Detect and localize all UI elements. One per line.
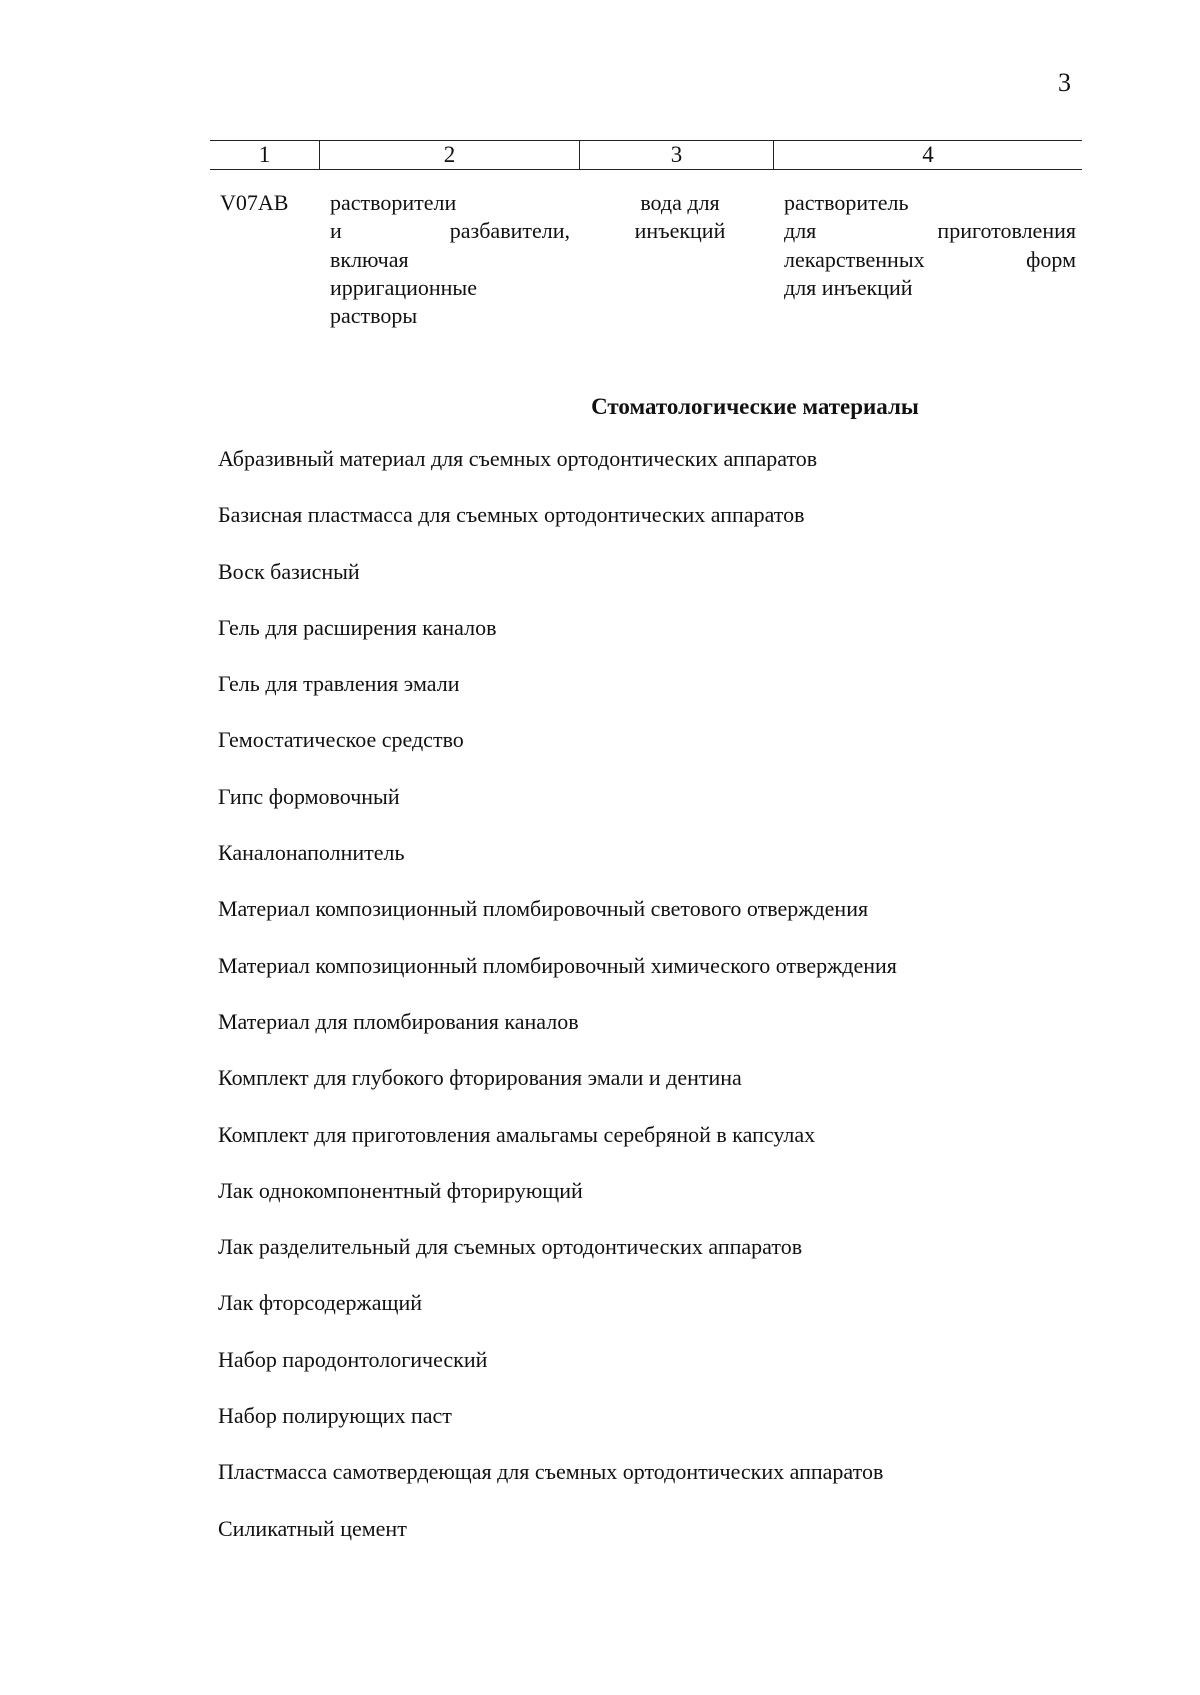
material-item: Силикатный цемент [218,1515,407,1541]
material-item: Базисная пластмасса для съемных ортодонтических аппаратов [218,502,805,528]
group-line: включая [330,246,409,272]
material-item: Материал композиционный пломбировочный химического отверждения [218,952,897,978]
group-word: и [330,218,342,244]
material-item: Набор полирующих паст [218,1403,452,1429]
form-line [784,217,1076,245]
dosage-form-cell [784,189,1076,302]
page-number: 3 [1058,68,1071,97]
group-cell [330,189,570,330]
column-header-3: 3 [580,141,774,169]
material-item: Лак разделительный для съемных ортодонтических аппаратов [218,1234,803,1260]
material-item: Гипс формовочный [218,783,400,809]
column-header-2: 2 [320,141,580,169]
form-line: для инъекций [784,274,913,300]
column-header-1: 1 [210,141,320,169]
form-word: форм [1026,246,1076,272]
material-item: Комплект для глубокого фторирования эмали и дентина [218,1065,742,1091]
atc-code-cell: V07AB [220,190,289,215]
form-word: лекарственных [784,246,925,272]
drug-name-line: инъекций [634,218,726,244]
form-line: растворитель [784,190,909,215]
group-line: растворители [330,190,457,215]
material-item: Гемостатическое средство [218,727,464,753]
drug-name-cell [620,189,740,246]
group-line: растворы [330,303,418,329]
material-item: Гель для расширения каналов [218,614,497,640]
material-item: Материал для пломбирования каналов [218,1008,579,1034]
material-item: Абразивный материал для съемных ортодонтических аппаратов [218,446,818,471]
form-line [784,246,1076,274]
group-line [330,217,570,245]
material-item: Набор пародонтологический [218,1346,488,1372]
material-item: Гель для травления эмали [218,671,460,697]
table-header [210,140,1082,170]
column-header-4: 4 [922,142,934,167]
group-line: ирригационные [330,274,477,300]
material-item: Лак однокомпонентный фторирующий [218,1177,583,1203]
material-item: Воск базисный [218,558,360,584]
group-word: разбавители, [449,218,570,244]
material-item: Материал композиционный пломбировочный светового отверждения [218,896,869,922]
materials-list [218,444,897,1570]
section-title: Стоматологические материалы [591,394,919,419]
material-item: Каналонаполнитель [218,840,405,866]
material-item: Пластмасса самотвердеющая для съемных ортодонтических аппаратов [218,1459,884,1485]
form-word: приготовления [937,218,1076,244]
drug-name-line: вода для [640,190,720,215]
form-word: для [784,218,817,244]
material-item: Комплект для приготовления амальгамы серебряной в капсулах [218,1121,816,1147]
material-item: Лак фторсодержащий [218,1290,422,1316]
